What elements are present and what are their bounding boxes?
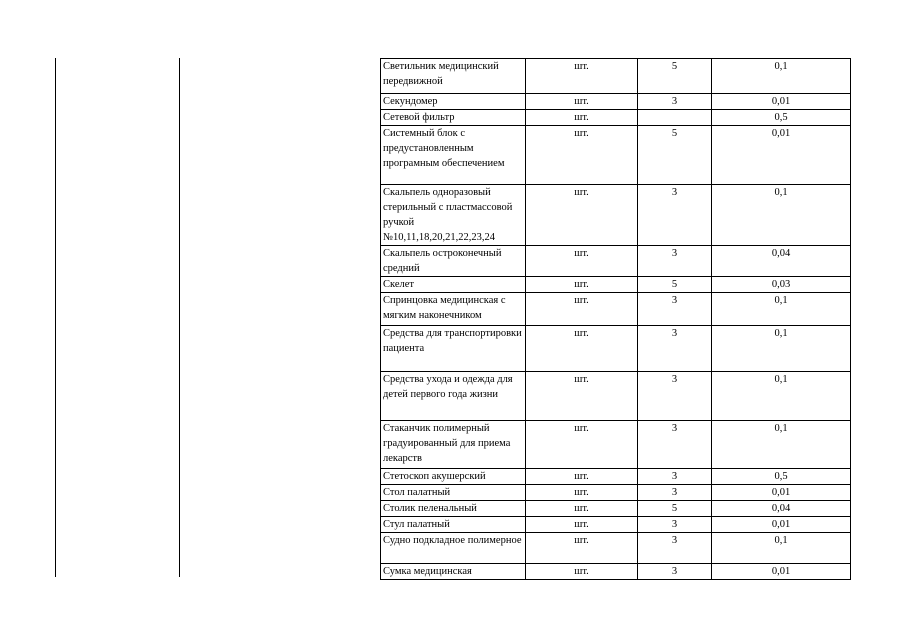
table-row bbox=[381, 485, 851, 501]
item-value: 0,1 bbox=[712, 372, 851, 421]
item-quantity: 3 bbox=[638, 326, 712, 372]
item-unit: шт. bbox=[526, 533, 638, 564]
item-value: 0,01 bbox=[712, 564, 851, 580]
item-value: 0,04 bbox=[712, 246, 851, 277]
item-name: Скальпель одноразовый стерильный с пластмассовой ручкой №10,11,18,20,21,22,23,24 bbox=[381, 185, 526, 246]
middle-column-border bbox=[179, 58, 180, 577]
table-row bbox=[381, 326, 851, 372]
item-unit: шт. bbox=[526, 293, 638, 326]
item-unit: шт. bbox=[526, 421, 638, 469]
table-row bbox=[381, 185, 851, 246]
item-quantity: 3 bbox=[638, 421, 712, 469]
item-name: Скелет bbox=[381, 277, 526, 293]
item-value: 0,1 bbox=[712, 185, 851, 246]
table-row bbox=[381, 246, 851, 277]
item-name: Стаканчик полимерный градуированный для приема лекарств bbox=[381, 421, 526, 469]
item-quantity: 3 bbox=[638, 517, 712, 533]
item-quantity: 3 bbox=[638, 485, 712, 501]
item-quantity: 3 bbox=[638, 185, 712, 246]
item-name: Столик пеленальный bbox=[381, 501, 526, 517]
item-name: Судно подкладное полимерное bbox=[381, 533, 526, 564]
item-name: Спринцовка медицинская с мягким наконечником bbox=[381, 293, 526, 326]
item-unit: шт. bbox=[526, 469, 638, 485]
item-name: Светильник медицинский передвижной bbox=[381, 59, 526, 94]
item-value: 0,5 bbox=[712, 469, 851, 485]
table-row bbox=[381, 564, 851, 580]
item-unit: шт. bbox=[526, 372, 638, 421]
table-row bbox=[381, 293, 851, 326]
item-name: Скальпель остроконечный средний bbox=[381, 246, 526, 277]
item-quantity: 5 bbox=[638, 126, 712, 185]
item-value: 0,1 bbox=[712, 421, 851, 469]
item-unit: шт. bbox=[526, 94, 638, 110]
item-value: 0,1 bbox=[712, 326, 851, 372]
item-name: Системный блок с предустановленным програмным обеспечением bbox=[381, 126, 526, 185]
item-value: 0,03 bbox=[712, 277, 851, 293]
item-quantity: 3 bbox=[638, 469, 712, 485]
item-quantity: 3 bbox=[638, 246, 712, 277]
table-row bbox=[381, 421, 851, 469]
item-value: 0,04 bbox=[712, 501, 851, 517]
item-unit: шт. bbox=[526, 59, 638, 94]
item-unit: шт. bbox=[526, 277, 638, 293]
table-row bbox=[381, 517, 851, 533]
item-unit: шт. bbox=[526, 326, 638, 372]
item-unit: шт. bbox=[526, 501, 638, 517]
item-unit: шт. bbox=[526, 126, 638, 185]
item-name: Стол палатный bbox=[381, 485, 526, 501]
table-row bbox=[381, 533, 851, 564]
item-quantity: 3 bbox=[638, 533, 712, 564]
item-quantity: 3 bbox=[638, 372, 712, 421]
item-name: Средства ухода и одежда для детей первого года жизни bbox=[381, 372, 526, 421]
item-value: 0,1 bbox=[712, 533, 851, 564]
item-name: Сетевой фильтр bbox=[381, 110, 526, 126]
item-quantity: 3 bbox=[638, 94, 712, 110]
item-unit: шт. bbox=[526, 110, 638, 126]
item-unit: шт. bbox=[526, 564, 638, 580]
item-value: 0,01 bbox=[712, 485, 851, 501]
item-quantity: 3 bbox=[638, 293, 712, 326]
item-name: Сумка медицинская bbox=[381, 564, 526, 580]
left-column-border bbox=[55, 58, 56, 577]
item-name: Стетоскоп акушерский bbox=[381, 469, 526, 485]
table-row bbox=[381, 277, 851, 293]
item-name: Секундомер bbox=[381, 94, 526, 110]
item-quantity: 5 bbox=[638, 277, 712, 293]
table-row bbox=[381, 469, 851, 485]
equipment-table bbox=[380, 58, 851, 580]
table-row bbox=[381, 94, 851, 110]
item-unit: шт. bbox=[526, 246, 638, 277]
item-name: Средства для транспортировки пациента bbox=[381, 326, 526, 372]
item-unit: шт. bbox=[526, 517, 638, 533]
item-unit: шт. bbox=[526, 185, 638, 246]
item-quantity: 3 bbox=[638, 564, 712, 580]
item-quantity bbox=[638, 110, 712, 126]
item-quantity: 5 bbox=[638, 501, 712, 517]
item-quantity: 5 bbox=[638, 59, 712, 94]
table-row bbox=[381, 126, 851, 185]
item-value: 0,01 bbox=[712, 126, 851, 185]
item-name: Стул палатный bbox=[381, 517, 526, 533]
item-value: 0,5 bbox=[712, 110, 851, 126]
table-row bbox=[381, 372, 851, 421]
table-row bbox=[381, 110, 851, 126]
table-row bbox=[381, 501, 851, 517]
item-value: 0,01 bbox=[712, 517, 851, 533]
item-unit: шт. bbox=[526, 485, 638, 501]
item-value: 0,01 bbox=[712, 94, 851, 110]
table-row bbox=[381, 59, 851, 94]
item-value: 0,1 bbox=[712, 293, 851, 326]
item-value: 0,1 bbox=[712, 59, 851, 94]
